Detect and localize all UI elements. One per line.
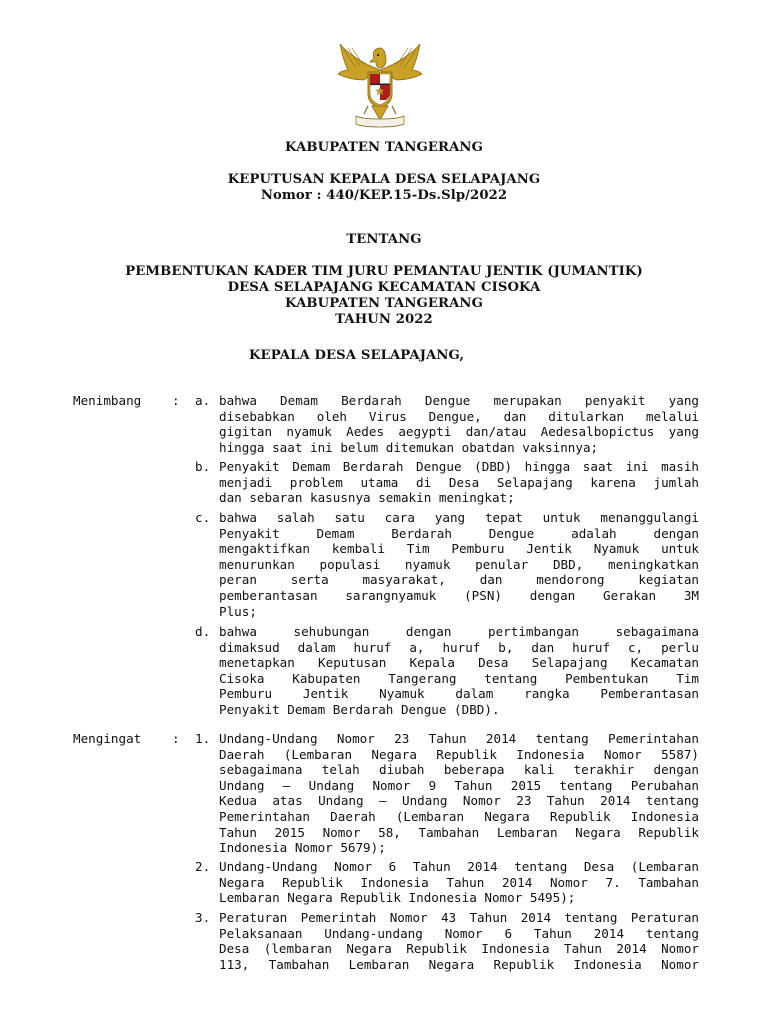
section-label-mengingat: Mengingat [73,731,142,746]
subject-line: DESA SELAPAJANG KECAMATAN CISOKA [227,280,541,295]
text-line: Tahun 2015 Nomor 58, Tambahan Lembaran Negara Republik [219,824,699,840]
text-line: menetapkan Keputusan Kepala Desa Selapajang Kecamatan [219,655,699,671]
text-line: dimaksud dalam huruf a, huruf b, dan huruf c, perlu [219,639,699,655]
item-marker: 1. [195,731,211,746]
text-line: Cisoka Kabupaten Tangerang tentang Pembentukan Tim [219,670,699,686]
item-marker: c. [195,510,211,525]
subject-line: PEMBENTUKAN KADER TIM JURU PEMANTAU JENTIK (JUMANTIK) [125,264,643,279]
text-line: sebagaimana telah diubah beberapa kali terakhir dengan [219,762,699,778]
text-line: Undang-Undang Nomor 23 Tahun 2014 tentang Pemerintahan [219,731,699,746]
item-text [219,624,699,718]
text-line: Penyakit Demam Berdarah Dengue (DBD) hingga saat ini masih [219,459,699,474]
text-line: Lembaran Negara Republik Indonesia Nomor 5495); [219,890,576,906]
regency-title [0,140,768,156]
about-label: TENTANG [346,232,422,247]
item-marker: 2. [195,859,211,874]
text-line: Indonesia Nomor 5679); [219,840,386,856]
text-line: Pelaksanaan Undang-undang Nomor 6 Tahun 2014 tentang [219,925,699,941]
text-line: bahwa sehubungan dengan pertimbangan sebagaimana [219,624,699,639]
text-line: disebabkan oleh Virus Dengue, dan ditularkan melalui [219,408,699,424]
text-line: Plus; [219,603,257,619]
text-line: hingga saat ini belum ditemukan obatdan vaksinnya; [219,439,599,455]
item-text [219,393,699,455]
text-line: mengaktifkan kembali Tim Pemburu Jentik Nyamuk untuk [219,541,699,557]
subject-line: TAHUN 2022 [335,312,433,327]
item-text [219,859,699,906]
text-line: Undang-Undang Nomor 6 Tahun 2014 tentang Desa (Lembaran [219,859,699,874]
text-line: Negara Republik Indonesia Tahun 2014 Nomor 7. Tambahan [219,874,699,890]
text-line: peran serta masyarakat, dan mendorong kegiatan [219,572,699,588]
text-line: bahwa Demam Berdarah Dengue merupakan penyakit yang [219,393,699,408]
item-marker: b. [195,459,211,474]
item-marker: d. [195,624,211,639]
text-line: bahwa salah satu cara yang tepat untuk menanggulangi [219,510,699,525]
text-line: Daerah (Lembaran Negara Republik Indonesia Nomor 5587) [219,746,699,762]
text-line: Peraturan Pemerintah Nomor 43 Tahun 2014 tentang Peraturan [219,910,699,925]
subject-heading [0,264,768,328]
official-heading [249,348,464,364]
section-colon: : [172,731,180,746]
item-text [219,731,699,856]
text-line: Pemburu Jentik Nyamuk dalam rangka Pemberantasan [219,686,699,702]
regency-title-text: KABUPATEN TANGERANG [285,140,483,155]
official-title: KEPALA DESA SELAPAJANG, [249,348,465,363]
text-line: dan sebaran kasusnya semakin meningkat; [219,490,515,506]
text-line: 113, Tambahan Lembaran Negara Republik Indonesia Nomor [219,956,699,972]
text-line: menjadi problem utama di Desa Selapajang karena jumlah [219,474,699,490]
text-line: menurunkan populasi nyamuk penular DBD, meningkatkan [219,556,699,572]
section-label-menimbang: Menimbang [73,393,142,408]
text-line: Penyakit Demam Berdarah Dengue (DBD). [219,701,500,717]
decree-number: Nomor : 440/KEP.15-Ds.Slp/2022 [260,188,508,203]
item-marker: 3. [195,910,211,925]
text-line: gigitan nyamuk Aedes aegypti dan/atau Aedesalbopictus yang [219,424,699,440]
text-line: Kedua atas Undang – Undang Nomor 23 Tahun 2014 tentang [219,793,699,809]
section-colon: : [172,393,180,408]
text-line: Penyakit Demam Berdarah Dengue adalah dengan [219,525,699,541]
about-heading [0,232,768,248]
item-text [219,910,699,972]
text-line: pemberantasan sarangnyamuk (PSN) dengan Gerakan 3M [219,587,699,603]
text-line: Pemerintahan Daerah (Lembaran Negara Republik Indonesia [219,808,699,824]
text-line: Undang – Undang Nomor 9 Tahun 2015 tentang Perubahan [219,777,699,793]
decree-heading [0,172,768,204]
item-text [219,510,699,619]
item-marker: a. [195,393,211,408]
item-text [219,459,699,506]
text-line: Desa (lembaran Negara Republik Indonesia Tahun 2014 Nomor [219,941,699,957]
garuda-emblem-icon [334,40,426,128]
subject-line: KABUPATEN TANGERANG [285,296,483,311]
decree-title: KEPUTUSAN KEPALA DESA SELAPAJANG [227,172,541,187]
